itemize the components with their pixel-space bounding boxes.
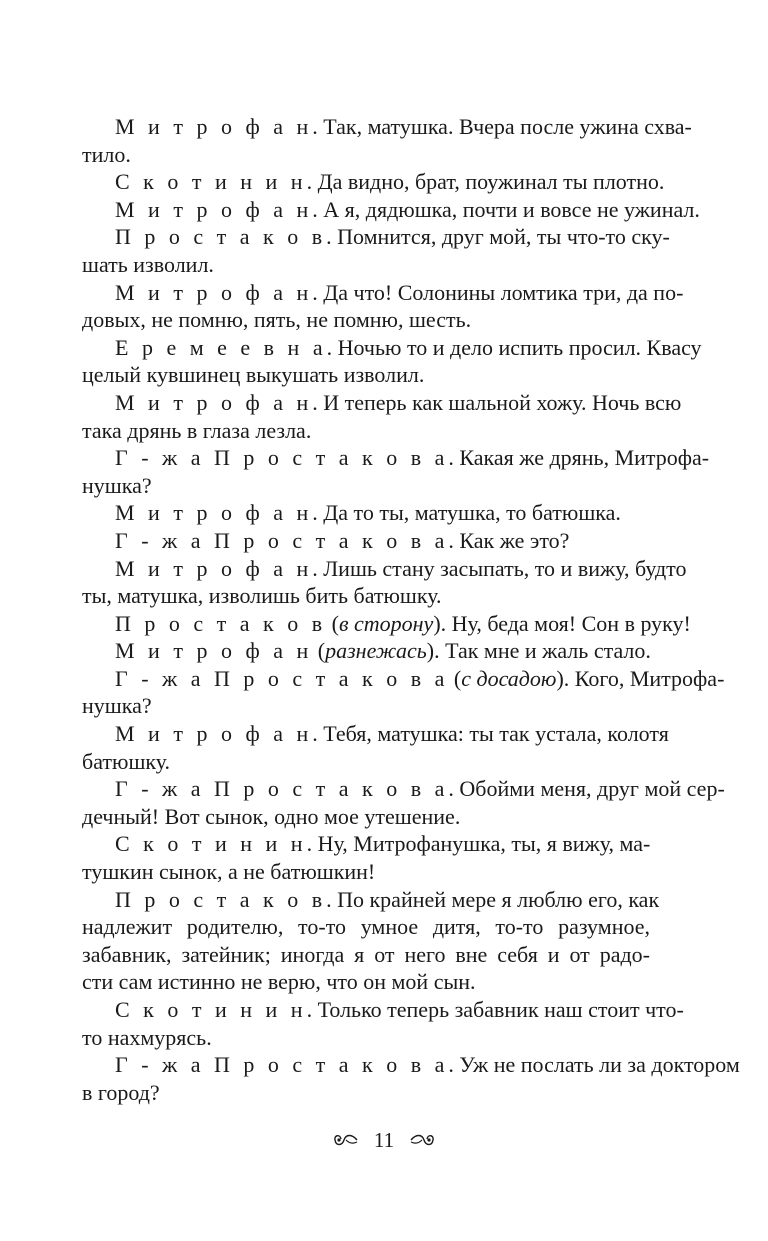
speaker-name: Г - ж а П р о с т а к о в а <box>115 445 449 471</box>
speaker-name: С к о т и н и н <box>115 169 307 195</box>
fleuron-right-icon <box>409 1131 435 1149</box>
speaker-name: М и т р о ф а н <box>115 279 313 305</box>
speaker-name: М и т р о ф а н <box>115 638 313 664</box>
text-line <box>82 803 650 831</box>
dialogue-text: . Тебя, матушка: ты так устала, колотя <box>312 721 669 747</box>
dialogue-text: така дрянь в глаза лезла. <box>82 417 312 443</box>
text-line <box>82 1079 650 1107</box>
speaker-name: М и т р о ф а н <box>115 721 313 747</box>
text-line <box>82 637 650 665</box>
speaker-name: Г - ж а П р о с т а к о в а <box>115 776 449 802</box>
text-line <box>82 748 650 776</box>
dialogue-text: . Ночью то и дело испить просил. Квасу <box>326 334 702 360</box>
page-text <box>82 113 740 1106</box>
text-line <box>82 251 650 279</box>
dialogue-text: . Лишь стану засыпать, то и вижу, будто <box>312 555 687 581</box>
dialogue-text: . Обойми меня, друг мой сер- <box>448 776 725 802</box>
dialogue-text: дечный! Вот сынок, одно мое утешение. <box>82 803 461 829</box>
speaker-name: П р о с т а к о в <box>115 886 327 912</box>
speaker-name: М и т р о ф а н <box>115 114 313 139</box>
speaker-name: П р о с т а к о в <box>115 610 327 636</box>
text-line <box>82 665 725 693</box>
dialogue-text: . Ну, Митрофанушка, ты, я вижу, ма- <box>306 831 651 857</box>
stage-direction: разнежась <box>325 638 427 664</box>
text-line <box>82 444 710 472</box>
text-line <box>82 361 650 389</box>
dialogue-text: сти сам истинно не верю, что он мой сын. <box>82 969 476 995</box>
text-line <box>82 858 650 886</box>
text-line <box>82 913 650 941</box>
text-line <box>82 555 687 583</box>
text-line <box>82 389 682 417</box>
dialogue-text: . И теперь как шальной хожу. Ночь всю <box>312 389 682 415</box>
dialogue-text: довых, не помню, пять, не помню, шесть. <box>82 307 472 333</box>
speaker-name: Е р е м е е в н а <box>115 334 327 360</box>
fleuron-left-icon <box>333 1131 359 1149</box>
text-line <box>82 692 650 720</box>
text-line <box>82 472 650 500</box>
dialogue-text: ). Кого, Митрофа- <box>556 665 725 691</box>
dialogue-text: шать изволил. <box>82 251 214 277</box>
dialogue-text: . Как же это? <box>448 527 570 553</box>
page-footer <box>0 1127 768 1153</box>
dialogue-text: . По крайней мере я люблю его, как <box>326 886 660 912</box>
dialogue-text: . Да то ты, матушка, то батюшка. <box>312 500 621 526</box>
text-line <box>82 499 650 527</box>
stage-direction: в сторону <box>338 610 434 636</box>
dialogue-text: ты, матушка, изволишь бить батюшку. <box>82 583 442 609</box>
speaker-name: Г - ж а П р о с т а к о в а <box>115 1052 449 1078</box>
text-line <box>82 334 702 362</box>
dialogue-text: то нахмурясь. <box>82 1024 212 1050</box>
speaker-name: Г - ж а П р о с т а к о в а <box>115 527 449 553</box>
text-line <box>82 1024 650 1052</box>
speaker-name: М и т р о ф а н <box>115 555 313 581</box>
stage-direction: с досадою <box>461 665 557 691</box>
dialogue-text: тило. <box>82 141 131 167</box>
dialogue-text: ). Ну, беда моя! Сон в руку! <box>433 610 691 636</box>
dialogue-text: . А я, дядюшка, почти и вовсе не ужинал. <box>312 196 700 222</box>
dialogue-text: ). Так мне и жаль стало. <box>426 638 651 664</box>
text-line <box>82 223 670 251</box>
text-line <box>82 968 650 996</box>
text-line <box>82 527 650 555</box>
dialogue-text: . Да что! Солонины ломтика три, да по- <box>312 279 684 305</box>
text-line <box>82 941 650 969</box>
speaker-name: П р о с т а к о в <box>115 224 327 250</box>
speaker-name: С к о т и н и н <box>115 831 307 857</box>
dialogue-text: ( <box>312 638 326 664</box>
dialogue-text: в город? <box>82 1079 160 1105</box>
dialogue-text: ( <box>448 665 462 691</box>
speaker-name: С к о т и н и н <box>115 997 307 1022</box>
text-line <box>82 417 650 445</box>
dialogue-text: ( <box>326 610 339 636</box>
text-line <box>82 1051 740 1079</box>
text-line <box>82 279 684 307</box>
text-line <box>82 141 650 169</box>
text-line <box>82 830 650 858</box>
dialogue-text: . Какая же дрянь, Митрофа- <box>448 445 710 471</box>
text-line <box>82 196 700 224</box>
speaker-name: Г - ж а П р о с т а к о в а <box>115 665 449 691</box>
speaker-name: М и т р о ф а н <box>115 500 313 526</box>
text-line <box>82 886 660 914</box>
dialogue-text: . Так, матушка. Вчера после ужина схва- <box>312 114 692 139</box>
text-line <box>82 582 650 610</box>
dialogue-text: забавник, затейник; иногда я от него вне себя и от радо- <box>82 941 650 967</box>
dialogue-text: . Да видно, брат, поужинал ты плотно. <box>306 169 665 195</box>
dialogue-text: тушкин сынок, а не батюшкин! <box>82 859 376 885</box>
dialogue-text: нушка? <box>82 693 152 719</box>
text-line <box>82 113 692 141</box>
dialogue-text: . Уж не послать ли за доктором <box>448 1052 740 1078</box>
dialogue-text: батюшку. <box>82 748 171 774</box>
text-line <box>82 996 684 1024</box>
text-line <box>82 168 665 196</box>
text-line <box>82 775 725 803</box>
page-number: 11 <box>373 1128 395 1152</box>
text-line <box>82 306 650 334</box>
text-line <box>82 610 691 638</box>
speaker-name: М и т р о ф а н <box>115 196 313 222</box>
dialogue-text: надлежит родителю, то-то умное дитя, то-то разумное, <box>82 914 650 940</box>
speaker-name: М и т р о ф а н <box>115 389 313 415</box>
dialogue-text: . Только теперь забавник наш стоит что- <box>306 997 684 1022</box>
text-line <box>82 720 669 748</box>
dialogue-text: целый кувшинец выкушать изволил. <box>82 362 425 388</box>
dialogue-text: . Помнится, друг мой, ты что-то ску- <box>326 224 670 250</box>
dialogue-text: нушка? <box>82 472 152 498</box>
